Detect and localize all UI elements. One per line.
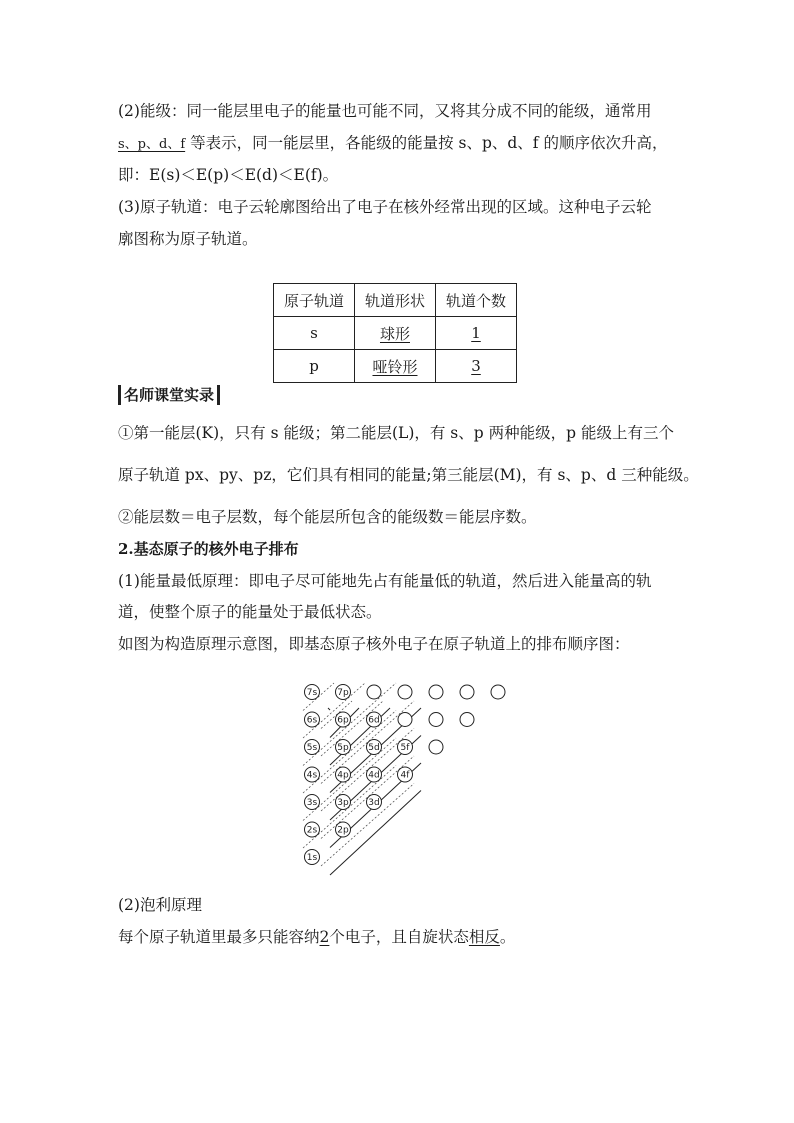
table-cell: 哑铃形	[355, 350, 436, 383]
table-cell: 1	[436, 317, 517, 350]
table-header: 轨道个数	[436, 284, 517, 317]
table-cell: 球形	[355, 317, 436, 350]
orbital-circle	[398, 685, 412, 699]
energy-level-inequality: 即：E(s)＜E(p)＜E(d)＜E(f)。	[118, 166, 339, 184]
orbital-label: 5s	[306, 743, 318, 753]
energy-level-line-2	[118, 132, 667, 156]
note-2: ②能层数＝电子层数，每个能层所包含的能级数＝能层序数。	[118, 508, 537, 526]
orbital-label: 1s	[306, 853, 318, 863]
orbital-label: 4s	[306, 770, 318, 781]
orbital-circle	[429, 713, 443, 727]
pauli-electron-count: 2	[319, 928, 330, 946]
table-header: 原子轨道	[274, 284, 355, 317]
principle-1-line-1: (1)能量最低原理：即电子尽可能地先占有能量低的轨道，然后进入能量高的轨	[118, 572, 652, 590]
orbital-label: 5p	[337, 743, 349, 753]
filling-order-band	[303, 711, 421, 821]
orbital-label: 6s	[306, 715, 318, 726]
table-header-row	[274, 284, 517, 317]
orbital-label: 3p	[337, 798, 349, 808]
pauli-text-part: 个电子，且自旋状态	[329, 928, 469, 946]
orbital-circle	[367, 685, 381, 699]
energy-level-order-text: 等表示，同一能层里，各能级的能量按 s、p、d、f 的顺序依次升高，	[190, 134, 668, 152]
pauli-spin-word: 相反	[468, 928, 500, 946]
orbital-label: 3d	[368, 798, 380, 808]
orbital-label: 5d	[368, 743, 380, 753]
orbital-line-2: 廓图称为原子轨道。	[118, 230, 258, 248]
teacher-notes-tag: 名师课堂实录	[118, 385, 220, 405]
orbital-circle	[429, 685, 443, 699]
orbital-circle	[491, 685, 505, 699]
pauli-text	[118, 926, 515, 948]
note-1-line-1: ①第一能层(K)，只有 s 能级；第二能层(L)，有 s、p 两种能级，p 能级上有三个	[118, 424, 674, 442]
principle-1-line-2: 道，使整个原子的能量处于最低状态。	[118, 603, 382, 621]
orbital-circle	[460, 713, 474, 727]
pauli-title: (2)泡利原理	[118, 896, 202, 914]
orbital-label: 6p	[337, 715, 349, 726]
orbital-label: 6d	[368, 715, 380, 726]
section-2-heading: 2.基态原子的核外电子排布	[118, 540, 299, 558]
orbital-label: 2p	[337, 825, 349, 836]
orbital-circle	[460, 685, 474, 699]
sublevel-letters: s、p、d、f	[118, 137, 186, 152]
orbital-line-1: (3)原子轨道：电子云轮廓图给出了电子在核外经常出现的区域。这种电子云轮	[118, 198, 652, 216]
orbital-label: 4f	[400, 770, 410, 781]
orbital-circle	[429, 740, 443, 754]
pauli-text-part: 每个原子轨道里最多只能容纳	[118, 928, 320, 946]
table-cell: p	[274, 350, 355, 383]
orbital-label: 3s	[306, 798, 318, 808]
note-1-line-2: 原子轨道 px、py、pz，它们具有相同的能量;第三能层(M)，有 s、p、d 三种能级。	[118, 466, 699, 484]
energy-level-line-1: (2)能级：同一能层里电子的能量也可能不同，又将其分成不同的能级，通常用	[118, 102, 652, 120]
pauli-text-end: 。	[499, 928, 516, 946]
orbital-label: 7p	[337, 688, 349, 698]
figure-caption: 如图为构造原理示意图，即基态原子核外电子在原子轨道上的排布顺序图：	[118, 635, 630, 653]
table-cell: 3	[436, 350, 517, 383]
table-row	[274, 350, 517, 383]
orbital-circle	[398, 713, 412, 727]
orbital-label: 7s	[306, 688, 318, 698]
table-cell: s	[274, 317, 355, 350]
orbital-label: 4p	[337, 770, 349, 781]
orbital-label: 4d	[368, 770, 380, 781]
orbital-label: 2s	[306, 825, 318, 836]
table-header: 轨道形状	[355, 284, 436, 317]
table-row	[274, 317, 517, 350]
orbital-label: 5f	[400, 743, 410, 753]
aufbau-principle-diagram	[285, 672, 525, 882]
orbital-table	[273, 283, 517, 383]
